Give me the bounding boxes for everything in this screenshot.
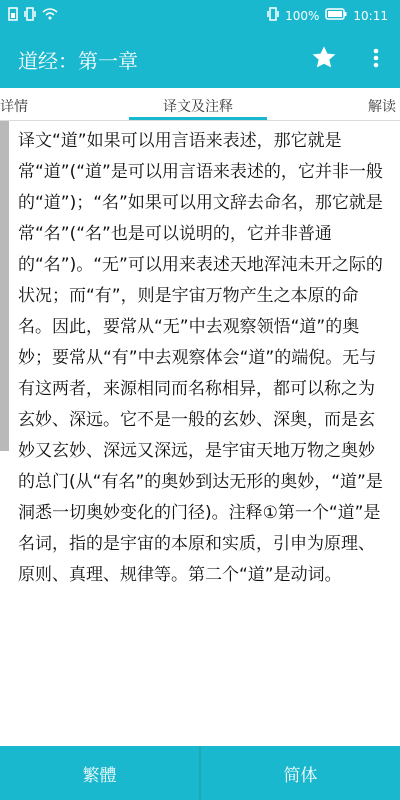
app-bar [0, 30, 400, 88]
article-text: 译文“道”如果可以用言语来表述，那它就是常“道”(“道”是可以用言语来表述的，它并非一般的“道”)；“名”如果可以用文辞去命名，那它就是常“名”(“名”也是可以说明的，它并非普通的“名”)。“无”可以用来表述天地浑沌未开之际的状况；而“有”，则是宇宙万物产生之本原的命名。因此，要常从“无”中去观察领悟“道”的奥妙；要常从“有”中去观察体会“道”的端倪。无与有这两者，来源相同而名称相异，都可以称之为玄妙、深远。它不是一般的玄妙、深奥，而是玄妙又玄妙、深远又深远，是宇宙天地万物之奥妙的总门(从“有名”的奥妙到达无形的奥妙，“道”是洞悉一切奥妙变化的门径)。注释①第一个“道”是名词，指的是宇宙的本原和实质，引申为原理、原则、真理、规律等。第二个“道”是动词。 [18, 131, 383, 585]
clock: 10:11 [353, 8, 388, 23]
wifi-icon [42, 8, 58, 23]
article-content [18, 126, 388, 700]
tab-indicator [129, 117, 267, 120]
more-vert-icon[interactable] [366, 44, 386, 72]
tab-translation-notes[interactable]: 译文及注释 [163, 99, 233, 115]
sim-icon [8, 7, 18, 24]
tab-details[interactable]: 详情 [0, 99, 28, 115]
status-bar [0, 0, 400, 30]
star-icon[interactable] [310, 44, 338, 72]
bottom-spacer [0, 700, 400, 746]
battery-percent: 100% [285, 8, 320, 23]
tab-interpretation[interactable]: 解读 [368, 99, 396, 115]
tab-bar [0, 88, 400, 121]
bottom-button-bar [0, 746, 400, 800]
status-right [267, 7, 388, 24]
scrollbar[interactable] [0, 121, 9, 451]
battery-icon [325, 8, 347, 23]
page-title: 道经：第一章 [18, 49, 138, 73]
status-left [8, 7, 58, 24]
vibrate-icon [24, 7, 36, 24]
traditional-button[interactable]: 繁體 [82, 765, 117, 786]
simplified-button[interactable]: 简体 [283, 765, 318, 786]
vibrate-icon [267, 7, 279, 24]
